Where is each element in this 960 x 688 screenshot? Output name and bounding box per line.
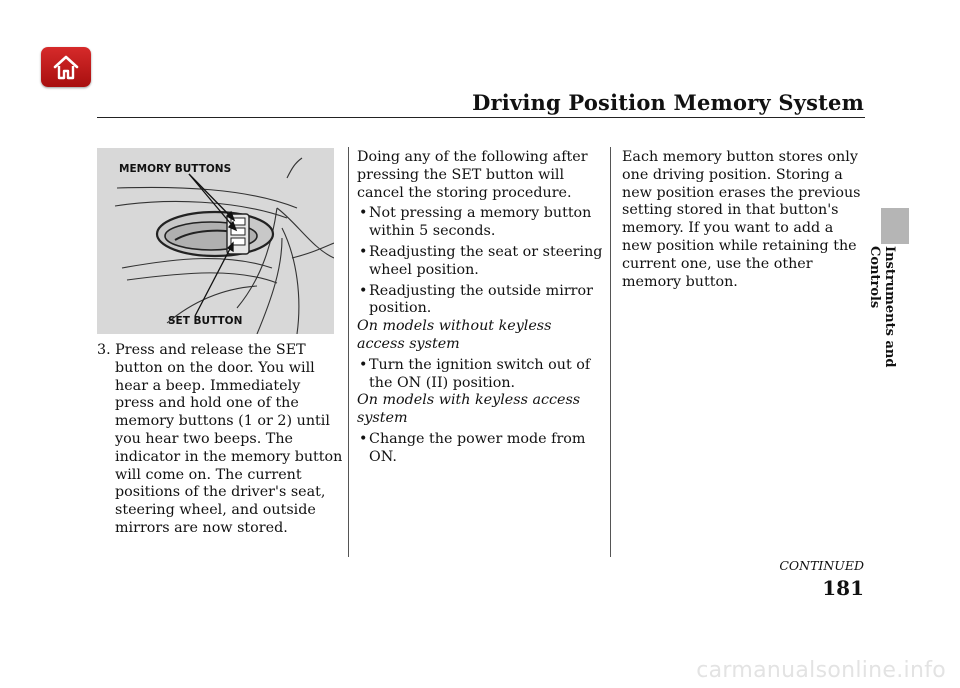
page-number: 181 xyxy=(822,576,864,600)
title-rule xyxy=(97,117,865,118)
bullet-icon: • xyxy=(359,243,368,260)
door-panel-illustration xyxy=(97,148,334,334)
cancel-intro: Doing any of the following after pressing the SET button will cancel the storing procedure. xyxy=(357,149,588,201)
subheading-with-keyless: On models with keyless access system xyxy=(357,392,581,427)
column-3 xyxy=(622,149,867,291)
column-divider xyxy=(610,147,611,557)
home-icon xyxy=(52,53,80,81)
page-title: Driving Position Memory System xyxy=(472,90,864,115)
memory-buttons-label: MEMORY BUTTONS xyxy=(119,163,232,175)
home-button[interactable] xyxy=(41,47,91,87)
door-drawing xyxy=(97,148,334,334)
list-item: • Readjusting the seat or steering wheel position. xyxy=(359,243,603,278)
step-3: 3. Press and release the SET button on the door. You will hear a beep. Immediately press and hold one of the memory buttons (1 or 2) until you hear two beeps. The indicator in the memory button will come on. The current positions of the driver's seat, steering wheel, and outside mirrors are now stored. xyxy=(97,342,343,536)
bullet-icon: • xyxy=(359,356,368,373)
memory-note: Each memory button stores only one driving position. Storing a new position erases the previous setting stored in that button's memory. If you want to add a new position while retaining the current one, use the other memory button. xyxy=(622,149,861,290)
bullet-icon: • xyxy=(359,205,368,222)
list-item: • Turn the ignition switch out of the ON (II) position. xyxy=(359,356,591,391)
section-label: Instruments and Controls xyxy=(867,246,897,368)
set-button-label: SET BUTTON xyxy=(168,315,243,327)
section-tab xyxy=(881,208,909,244)
list-item: • Readjusting the outside mirror position. xyxy=(359,282,593,317)
bullet-icon: • xyxy=(359,282,368,299)
list-item: • Change the power mode from ON. xyxy=(359,430,586,465)
watermark: carmanualsonline.info xyxy=(696,658,946,683)
subheading-without-keyless: On models without keyless access system xyxy=(357,318,552,352)
list-item: • Not pressing a memory button within 5 seconds. xyxy=(359,205,592,240)
column-2 xyxy=(357,149,603,467)
continued-label: CONTINUED xyxy=(779,558,864,573)
column-divider xyxy=(348,147,349,557)
bullet-icon: • xyxy=(359,430,368,447)
column-1 xyxy=(97,342,343,538)
